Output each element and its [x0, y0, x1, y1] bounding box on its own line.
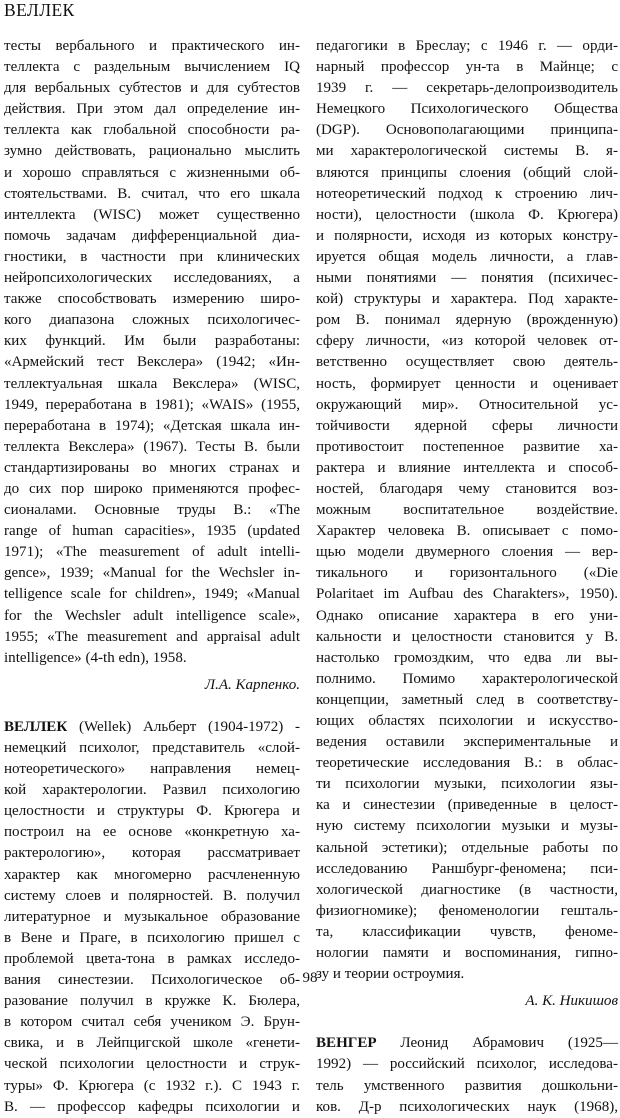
author-signature: Л.А. Карпенко. — [204, 676, 300, 693]
text-line: немецкий психолог, представитель «слой- — [4, 740, 300, 756]
text-line: педагогики в Бреслау; с 1946 г. — орди- — [316, 38, 618, 54]
entry-body — [316, 1054, 618, 1117]
text-line: и хорошо справляться с жизненными об- — [4, 164, 300, 181]
text-line: ка и синестезии (приведенные в целост- — [316, 797, 618, 814]
text-line: можным воспитательное воздействие. — [316, 502, 618, 519]
text-line: рактерологию», которая рассматривает — [4, 845, 300, 862]
text-line: литературное и музыкальное образование — [4, 908, 300, 925]
text-line: кой характерологии. Развил психологию — [4, 782, 300, 799]
text-line: рактера и влияние интеллекта и способ- — [316, 459, 618, 476]
text-line: настолько громоздким, что едва ли вы- — [316, 649, 618, 666]
entry-headword: ВЕНГЕР — [316, 1035, 377, 1052]
text-line: теллектуальная шкала Векслера» (WISC, — [4, 375, 300, 392]
text-line: тикального и горизонтального («Die — [316, 565, 618, 582]
venger-entry — [316, 1033, 618, 1117]
author-signature: А. К. Никишов — [525, 993, 618, 1010]
text-line: щью модели двумерного слоения — вер- — [316, 544, 618, 561]
text-line: intelligence» (4-th edn), 1958. — [4, 649, 187, 666]
text-line: полнимо. Помимо характерологической — [316, 670, 618, 687]
text-line: действия. При этом дал определение ин- — [4, 101, 300, 118]
entry-body — [4, 738, 300, 1118]
text-line: систему слоев и полярностей. В. получил — [4, 887, 300, 904]
text-line: интеллекта (WISC) может существенно — [4, 206, 300, 223]
text-line: ности), целостности (школа Ф. Крюгера) — [316, 206, 618, 223]
text-line: ностей, благодаря чему становится воз- — [316, 480, 618, 497]
text-line: исследованию Раншбург-феномена; пси- — [316, 860, 618, 877]
text-line: ков. Д-р психологических наук (1968), — [316, 1098, 618, 1115]
entry-first-line — [316, 1033, 618, 1054]
text-line: туры» Ф. Крюгера (с 1932 г.). С 1943 г. — [4, 1077, 300, 1094]
entry-intro: Леонид Абрамович (1925— — [376, 1035, 618, 1052]
text-line: проблемой цвета-тона в рамках исследо- — [4, 950, 300, 967]
text-line: ную систему психологии музыки и музы- — [316, 818, 618, 835]
text-line: вания синестезии. Психологическое об- — [4, 972, 300, 989]
text-line: ведения оставили экспериментальные и — [316, 734, 618, 751]
text-line: вляются принципы слоения (общий слой- — [316, 164, 618, 181]
text-line: нейропсихологических исследованиях, а — [4, 270, 300, 287]
text-line: telligence scale for children», 1949; «Manual — [4, 586, 300, 603]
text-line: также способствовать измерению широ- — [4, 291, 300, 308]
text-line: стандартизированы во многих странах и — [4, 459, 300, 476]
text-line: В. — профессор кафедры психологии и — [4, 1098, 300, 1115]
text-line: нологии памяти и воспоминания, гипно- — [316, 945, 618, 962]
text-line: стоятельствами. В. считал, что его шкала — [4, 185, 300, 202]
text-line: кого диапазона сложных психологичес- — [4, 312, 300, 329]
text-line: Немецкого Психологического Общества — [316, 101, 618, 118]
text-line: 1971); «The measurement of adult intelli- — [4, 544, 300, 561]
text-line: Характер человека В. описывает с помо- — [316, 523, 618, 540]
text-line: теллекта с раздельным вычислением IQ — [4, 59, 300, 76]
text-line: переработана в 1974); «Детская шкала ин- — [4, 417, 300, 434]
text-line: в Вене и Праге, в психологию пришел с — [4, 929, 300, 946]
text-line: характер как многомерно расчлененную — [4, 866, 300, 883]
text-line: Polaritaet im Aufbau des Charakters», 1950). — [316, 586, 618, 603]
text-line: «Армейский тест Векслера» (1942; «Ин- — [4, 354, 300, 371]
text-line: окружающий мир». Относительной ус- — [316, 396, 618, 413]
wechsler-entry-continuation — [4, 36, 300, 669]
text-line: ром В. понимал ядерную (врожденную) — [316, 312, 618, 329]
text-line: ких функций. Им были разработаны: — [4, 333, 300, 350]
entry-first-line — [4, 717, 300, 738]
text-line: зу и теории остроумия. — [316, 966, 465, 983]
text-line: в котором считал себя учеником Э. Брун- — [4, 1014, 300, 1031]
text-line: и полярности, исходя из которых констру- — [316, 227, 618, 244]
right-column — [316, 36, 618, 1118]
text-line: целостности и структуры Ф. Крюгера и — [4, 803, 300, 820]
text-line: (DGP). Основополагающими принципа- — [316, 122, 618, 139]
text-line: теллекта Векслера» (1967). Тесты В. были — [4, 438, 300, 455]
left-column — [4, 36, 300, 1118]
text-line: 1939 г. — секретарь-делопроизводитель — [316, 80, 618, 97]
text-line: теллекта как глобальной способности ра- — [4, 122, 300, 139]
text-line: тесты вербального и практического ин- — [4, 38, 300, 54]
text-line: построил на ее основе «конкретную ха- — [4, 824, 300, 841]
text-line: ность, формирует ценности и оценивает — [316, 375, 618, 392]
text-line: ными понятиями — понятия (психичес- — [316, 270, 618, 287]
text-line: разование получил в кружке К. Бюлера, — [4, 993, 300, 1010]
text-line: та, классификации чувств, феноме- — [316, 923, 618, 940]
page-number: 98 — [302, 970, 318, 986]
text-line: зумно действовать, рационально мыслить — [4, 143, 300, 160]
wellek-entry — [4, 717, 300, 1118]
text-line: for the Wechsler adult intelligence scale», — [4, 607, 300, 624]
text-line: 1955; «The measurement and appraisal adult — [4, 628, 300, 645]
text-line: range of human capacities», 1935 (updated — [4, 523, 300, 540]
text-line: 1992) — российский психолог, исследова- — [316, 1056, 618, 1073]
text-line: свика, и в Лейпцигской школе «генети- — [4, 1035, 300, 1052]
text-line: нарный профессор ун-та в Майнце; с — [316, 59, 618, 76]
text-line: кой) структуры и характера. Под характе- — [316, 291, 618, 308]
text-line: теоретические исследования В.: в облас- — [316, 755, 618, 772]
text-line: тель умственного развития дошкольни- — [316, 1077, 618, 1094]
text-line: Однако описание характера в его уни- — [316, 607, 618, 624]
text-line: гностики, в частности при клинических — [4, 248, 300, 265]
text-line: нотеоретического» направления немец- — [4, 761, 300, 778]
text-line: ветственно осуществляет свою деятель- — [316, 354, 618, 371]
text-line: кальности и целостности становится у В. — [316, 628, 618, 645]
text-line: кальной эстетики); отдельные работы по — [316, 839, 618, 856]
entry-intro: (Wellek) Альберт (1904-1972) - — [67, 718, 300, 735]
text-line: концепции, заметный след в соответству- — [316, 691, 618, 708]
text-line: сферу личности, «из которой человек от- — [316, 333, 618, 350]
wellek-entry-continuation — [316, 36, 618, 985]
text-line: тойчивости ядерной сферы личности — [316, 417, 618, 434]
text-line: ируется общая модель личности, а глав- — [316, 248, 618, 265]
text-line: хологической диагностике (в частности, — [316, 881, 618, 898]
text-line: до сих пор широко применяются профес- — [4, 480, 300, 497]
running-head: ВЕЛЛЕК — [4, 0, 75, 20]
text-line: нотеоретический подход к строению лич- — [316, 185, 618, 202]
text-line: сионалами. Основные труды В.: «The — [4, 502, 300, 519]
text-line: ти психологии музыки, психологии язы- — [316, 776, 618, 793]
text-line: ми характерологической системы В. я- — [316, 143, 618, 160]
text-line: ческой психологии целостности и струк- — [4, 1056, 300, 1073]
entry-headword: ВЕЛЛЕК — [4, 718, 68, 735]
text-line: ющих областях психологии и искусство- — [316, 713, 618, 729]
text-line: 1949, переработана в 1981); «WAIS» (1955, — [4, 396, 300, 413]
text-line: физиогномике); феноменологии гешталь- — [316, 902, 618, 919]
text-line: gence», 1939; «Manual for the Wechsler in- — [4, 565, 300, 582]
text-line: помочь задачам дифференциальной диа- — [4, 227, 300, 244]
text-line: для вербальных субтестов и для субтестов — [4, 80, 300, 97]
text-line: противостоит постепенное развитие ха- — [316, 438, 618, 455]
